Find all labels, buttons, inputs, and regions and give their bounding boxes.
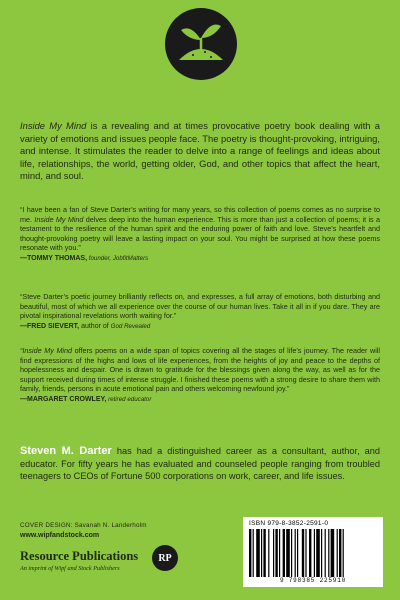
quote-text: offers poems on a wide span of topics covering all the stages of life’s journey. The reader will find expressions of the highs and lows of life experiences, from the heights of joy and peace to the depths of hopelessness and despair. One is drawn to gratitude for the blessings given along the way, as well as for the support received during times of intense struggle. I finished these poems with a strong desire to share them with family, friends, persons in acute emotional pain and others welcoming newfound joy.” xyxy=(20,346,380,393)
quote-book-title: “Inside My Mind xyxy=(20,346,73,355)
isbn-barcode-box xyxy=(243,517,383,587)
publisher-website: www.wipfandstock.com xyxy=(20,532,100,539)
endorsement-2 xyxy=(20,292,380,331)
endorsement-attribution xyxy=(20,254,380,264)
endorser-book-title: God Revealed xyxy=(110,322,151,330)
endorser-role: retired educator xyxy=(106,395,152,403)
author-name: Steven M. Darter xyxy=(20,445,112,457)
publisher-name: Resource Publications xyxy=(20,549,139,563)
endorsement-1 xyxy=(20,205,380,263)
cover-design-credit: COVER DESIGN: Savanah N. Landerholm xyxy=(20,522,147,529)
endorser-role: author of xyxy=(79,322,111,330)
isbn-number: ISBN 979-8-3852-2591-0 xyxy=(249,520,329,527)
sprout-icon xyxy=(165,8,237,80)
plant-logo xyxy=(165,8,237,80)
endorsement-attribution xyxy=(20,395,380,405)
quote-text: “I have been a fan of Steve Darter’s writing for many years, so this collection of poems comes as no surprise to me. xyxy=(20,205,380,224)
endorsement-quote xyxy=(20,346,380,394)
endorsement-attribution xyxy=(20,322,380,332)
endorser-name: —FRED SIEVERT, xyxy=(20,322,80,330)
publisher-imprint: An imprint of Wipf and Stock Publishers xyxy=(20,565,120,572)
barcode-icon xyxy=(249,529,377,577)
endorser-role: founder, JobfitMatters xyxy=(87,254,149,262)
quote-book-title: Inside My Mind xyxy=(34,214,84,224)
endorser-name: —TOMMY THOMAS, xyxy=(20,254,88,262)
quote-text: delves deep into the human experience. This is more than just a collection of poems; it is a testament to the resilience of the human spirit and the enduring power of faith and love. Steve’s heartfelt and thought-provoking poetry will leave a lasting impact on your soul. You might be surprised at how these poems resonate with you.” xyxy=(20,214,381,252)
author-bio xyxy=(20,445,380,483)
barcode-digits: 9 798385 225910 xyxy=(279,577,346,584)
endorser-name: —MARGARET CROWLEY, xyxy=(20,395,107,403)
endorsement-quote: “Steve Darter’s poetic journey brilliantly reflects on, and expresses, a full array of emotions, both disturbing and beautiful, most of which we all experience over the course of our human lives. Take it all in if you dare. They are pivotal inspirational revelations worth waiting for.” xyxy=(20,292,380,320)
endorsement-3 xyxy=(20,346,380,404)
endorsement-quote xyxy=(20,205,380,253)
book-title: Inside My Mind xyxy=(20,120,87,131)
bio-text: has had a distinguished career as a consultant, author, and educator. For fifty years he has evaluated and counseled people ranging from troubled teenagers to CEOs of Fortune 500 corporations on work, career, and life issues. xyxy=(20,446,381,482)
description-text: is a revealing and at times provocative poetry book dealing with a variety of emotions and issues people face. The poetry is thought-provoking, intriguing, and intense. It stimulates the reader to delve into a range of feelings and ideas about life, relationships, the world, getting older, God, and other topics that affect the heart, mind, and soul. xyxy=(20,120,381,182)
publisher-seal-logo: RP xyxy=(152,545,178,571)
book-description xyxy=(20,120,380,183)
